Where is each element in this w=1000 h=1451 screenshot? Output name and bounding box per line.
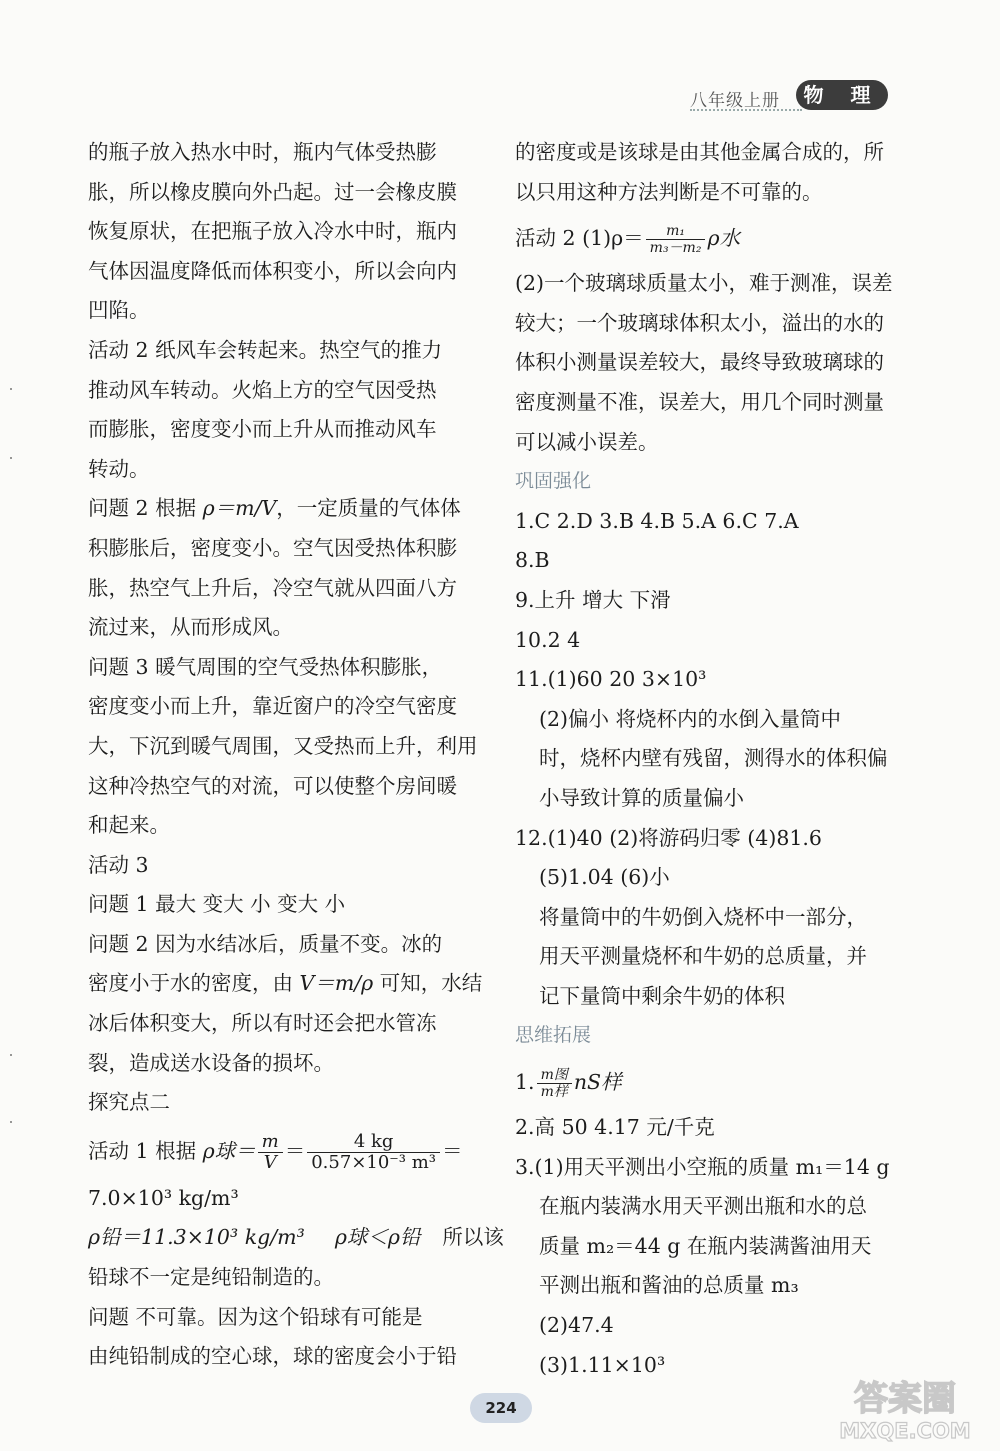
formula: ρ水 [707, 226, 741, 251]
formula: ρ球＝ [202, 1138, 256, 1163]
answer-line: 用天平测量烧杯和牛奶的总质量，并 [539, 944, 867, 969]
formula-line [88, 1123, 488, 1179]
text-line: 凹陷。 [88, 298, 150, 323]
text-line: 的瓶子放入热水中时，瓶内气体受热膨 [88, 140, 437, 164]
answer-line: 将量筒中的牛奶倒入烧杯中一部分， [539, 904, 867, 929]
answer-line: 12.(1)40 (2)将游码归零 (4)81.6 [515, 825, 822, 850]
text-run: 可知，水结 [373, 971, 483, 996]
answer-line: 记下量筒中剩余牛奶的体积 [539, 983, 785, 1008]
text-line: 问题 1 最大 变大 小 变大 小 [88, 892, 346, 917]
text-line: 冰后体积变大，所以有时还会把水管冻 [88, 1011, 437, 1036]
text-run: 问题 2 根据 [88, 496, 203, 521]
text-line: 以只用这种方法判断是不可靠的。 [515, 179, 823, 204]
answer-line: (2)偏小 将烧杯内的水倒入量筒中 [539, 706, 842, 731]
text-line: 胀，热空气上升后，冷空气就从四面八方 [88, 575, 457, 600]
right-column [515, 133, 920, 1385]
text-line [88, 489, 488, 529]
answer-line: 2.高 50 4.17 元/千克 [515, 1115, 715, 1140]
answer-line: (5)1.04 (6)小 [539, 865, 670, 890]
answer-line: (2)47.4 [539, 1313, 614, 1338]
text-run: ，一定质量的气体体 [276, 496, 461, 521]
watermark-text-line2: MXQE.COM [839, 1419, 971, 1443]
text-line: 7.0×10³ kg/m³ [88, 1185, 239, 1210]
formula: nS样 [573, 1070, 622, 1095]
text-line: 而膨胀，密度变小而上升从而推动风车 [88, 417, 437, 442]
text-line: 密度变小而上升，靠近窗户的冷空气密度 [88, 694, 457, 719]
header-divider [690, 109, 802, 111]
answer-line: 小导致计算的质量偏小 [539, 785, 744, 810]
formula-line [515, 212, 920, 264]
fraction: $\frac{4 kg}{\text{0.57×10⁻³ m³}}$ [307, 1132, 440, 1173]
text-run: 所以该 [442, 1225, 504, 1250]
answer-line: 3.(1)用天平测出小空瓶的质量 m₁＝14 g [515, 1154, 890, 1179]
left-column [88, 133, 504, 1377]
fraction: $\frac{\text{m图}}{\text{m样}}$ [537, 1067, 572, 1100]
text-line: 较大；一个玻璃球体积太小，溢出的水的 [515, 310, 884, 335]
formula: ρ铅＝11.3×10³ kg/m³ [88, 1225, 305, 1250]
text-line: (2)一个玻璃球质量太小，难于测准，误差 [515, 271, 893, 296]
text-run: 1. [515, 1070, 535, 1095]
equals-sign: ＝ [284, 1138, 306, 1163]
answer-line: (3)1.11×10³ [539, 1352, 666, 1377]
section-heading-extension: 思维拓展 [515, 1024, 592, 1047]
formula: ρ＝m/V [202, 496, 277, 521]
text-line: 问题 不可靠。因为这个铅球有可能是 [88, 1304, 423, 1329]
text-line: 问题 2 因为水结冰后，质量不变。冰的 [88, 931, 443, 956]
page-number: 224 [470, 1393, 532, 1423]
text-line: 气体因温度降低而体积变小，所以会向内 [88, 258, 457, 283]
watermark-text-line1: 答案圈 [854, 1379, 956, 1419]
formula: V＝m/ρ [299, 971, 374, 996]
answer-line: 9.上升 增大 下滑 [515, 587, 671, 612]
answer-line: 10.2 4 [515, 627, 581, 652]
text-line: 流过来，从而形成风。 [88, 615, 293, 640]
text-run: 活动 1 根据 [88, 1138, 203, 1163]
answer-line: 时，烧杯内壁有残留，测得水的体积偏 [539, 746, 888, 771]
text-line: 胀，所以橡皮膜向外凸起。过一会橡皮膜 [88, 179, 457, 204]
section-heading: 探究点二 [88, 1090, 170, 1115]
text-line: 活动 2 纸风车会转起来。热空气的推力 [88, 337, 443, 362]
formula-line [515, 1056, 920, 1108]
formula: ρ球＜ρ铅 [334, 1225, 421, 1250]
text-line: 大，下沉到暖气周围，又受热而上升，利用 [88, 733, 478, 758]
text-run: 密度小于水的密度，由 [88, 971, 300, 996]
scan-speck [10, 1054, 12, 1056]
answer-line: 8.B [515, 548, 550, 573]
text-line: 裂，造成送水设备的损坏。 [88, 1050, 334, 1075]
text-line [88, 1218, 504, 1258]
fraction: $\frac{m}{V}$ [258, 1132, 283, 1173]
equals-sign: ＝ [442, 1138, 463, 1163]
answer-line: 在瓶内装满水用天平测出瓶和水的总 [539, 1194, 867, 1219]
text-line: 的密度或是该球是由其他金属合成的，所 [515, 140, 884, 164]
text-line [88, 964, 488, 1004]
answer-line: 质量 m₂＝44 g 在瓶内装满酱油用天 [539, 1233, 872, 1258]
text-line: 这种冷热空气的对流，可以使整个房间暖 [88, 773, 457, 798]
text-line: 铅球不一定是纯铅制造的。 [88, 1265, 334, 1290]
scan-speck [10, 1121, 12, 1123]
text-line: 转动。 [88, 456, 150, 481]
text-line: 推动风车转动。火焰上方的空气因受热 [88, 377, 437, 402]
scan-speck [10, 457, 12, 459]
subject-badge: 物 理 [796, 80, 888, 110]
text-line: 可以减小误差。 [515, 429, 659, 454]
text-line: 恢复原状，在把瓶子放入冷水中时，瓶内 [88, 219, 457, 244]
scan-speck [10, 388, 12, 390]
fraction: $\frac{\text{m₁}}{\text{m₃－m₂}}$ [646, 223, 706, 256]
answer-line: 平测出瓶和酱油的总质量 m₃ [539, 1273, 799, 1298]
text-line: 活动 3 [88, 852, 149, 877]
watermark-logo [820, 1376, 990, 1444]
section-heading-consolidation: 巩固强化 [515, 470, 592, 493]
text-line: 密度测量不准，误差大，用几个同时测量 [515, 389, 884, 414]
text-line: 积膨胀后，密度变小。空气因受热体积膨 [88, 535, 457, 560]
text-run: 活动 2 (1)ρ＝ [515, 226, 644, 251]
text-line: 问题 3 暖气周围的空气受热体积膨胀， [88, 654, 443, 679]
grade-label: 八年级上册 [690, 91, 780, 111]
text-line: 体积小测量误差较大，最终导致玻璃球的 [515, 350, 884, 375]
answer-line: 11.(1)60 20 3×10³ [515, 667, 707, 692]
answer-line: 1.C 2.D 3.B 4.B 5.A 6.C 7.A [515, 508, 799, 533]
text-line: 由纯铅制成的空心球，球的密度会小于铅 [88, 1344, 457, 1369]
text-line: 和起来。 [88, 813, 170, 838]
watermark-icon [820, 1376, 990, 1444]
page-header [690, 80, 900, 114]
